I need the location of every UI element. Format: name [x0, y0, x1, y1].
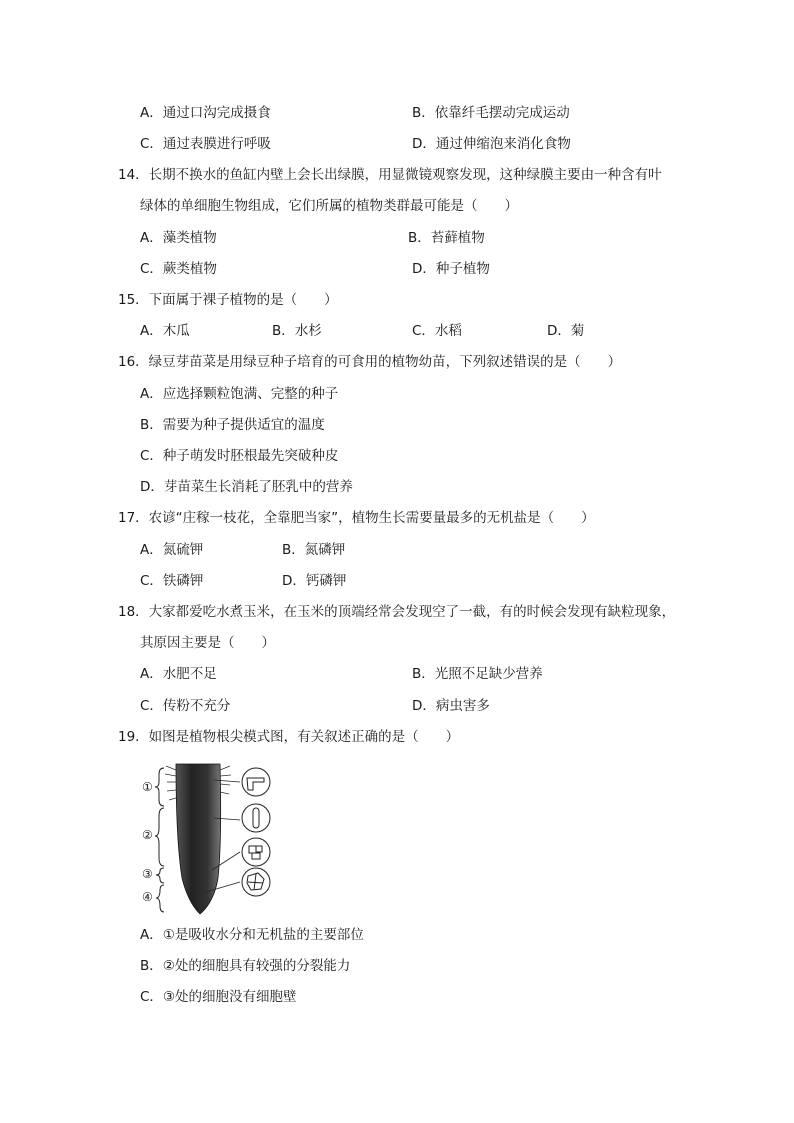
q14-stem-line2: 绿体的单细胞生物组成，它们所属的植物类群最可能是（ ）: [140, 198, 518, 214]
q14-option-b: B．苔藓植物: [408, 230, 485, 246]
q16-option-b: B．需要为种子提供适宜的温度: [140, 417, 325, 433]
q19-option-c: C．③处的细胞没有细胞壁: [140, 989, 297, 1005]
q19-stem: 19．如图是植物根尖模式图，有关叙述正确的是（ ）: [118, 729, 460, 745]
q16-stem: 16．绿豆芽苗菜是用绿豆种子培育的可食用的植物幼苗，下列叙述错误的是（ ）: [118, 354, 622, 370]
q17-option-b: B．氮磷钾: [282, 542, 346, 558]
q15-stem: 15．下面属于裸子植物的是（ ）: [118, 292, 338, 308]
q18-stem-line1: 18．大家都爱吃水煮玉米，在玉米的顶端经常会发现空了一截，有的时候会发现有缺粒现象，: [118, 604, 676, 620]
q14-option-d: D．种子植物: [412, 261, 490, 277]
root-tip-diagram: [140, 760, 290, 920]
q19-option-a: A．①是吸收水分和无机盐的主要部位: [140, 927, 364, 943]
q17-option-c: C．铁磷钾: [140, 573, 204, 589]
q17-option-a: A．氮硫钾: [140, 542, 204, 558]
q13-option-a: A．通过口沟完成摄食: [140, 105, 271, 121]
q15-option-b: B．水杉: [272, 323, 322, 339]
q18-option-c: C．传粉不充分: [140, 698, 231, 714]
q15-option-a: A．木瓜: [140, 323, 190, 339]
figure-label-2: ②: [142, 828, 153, 842]
q13-option-b: B．依靠纤毛摆动完成运动: [412, 105, 570, 121]
q14-option-c: C．蕨类植物: [140, 261, 217, 277]
q17-option-d: D．钙磷钾: [282, 573, 347, 589]
figure-label-4: ④: [142, 890, 153, 904]
q18-option-b: B．光照不足缺少营养: [412, 666, 543, 682]
q13-option-d: D．通过伸缩泡来消化食物: [412, 136, 571, 152]
q16-option-c: C．种子萌发时胚根最先突破种皮: [140, 448, 339, 464]
q16-option-a: A．应选择颗粒饱满、完整的种子: [140, 386, 339, 402]
q18-option-a: A．水肥不足: [140, 666, 217, 682]
figure-braces: [155, 768, 164, 912]
q18-stem-line2: 其原因主要是（ ）: [140, 635, 275, 651]
q15-option-c: C．水稻: [412, 323, 462, 339]
q13-option-c: C．通过表膜进行呼吸: [140, 136, 271, 152]
q14-option-a: A．藻类植物: [140, 230, 217, 246]
q17-stem: 17．农谚“庄稼一枝花，全靠肥当家”，植物生长需要量最多的无机盐是（ ）: [118, 510, 595, 526]
q15-option-d: D．菊: [547, 323, 585, 339]
q16-option-d: D．芽苗菜生长消耗了胚乳中的营养: [140, 479, 353, 495]
figure-label-1: ①: [142, 780, 153, 794]
figure-label-3: ③: [142, 867, 153, 881]
q18-option-d: D．病虫害多: [412, 698, 490, 714]
root-body: [176, 764, 221, 914]
q19-option-b: B．②处的细胞具有较强的分裂能力: [140, 958, 351, 974]
q14-stem-line1: 14．长期不换水的鱼缸内壁上会长出绿膜，用显微镜观察发现，这种绿膜主要由一种含有叶: [118, 167, 662, 183]
